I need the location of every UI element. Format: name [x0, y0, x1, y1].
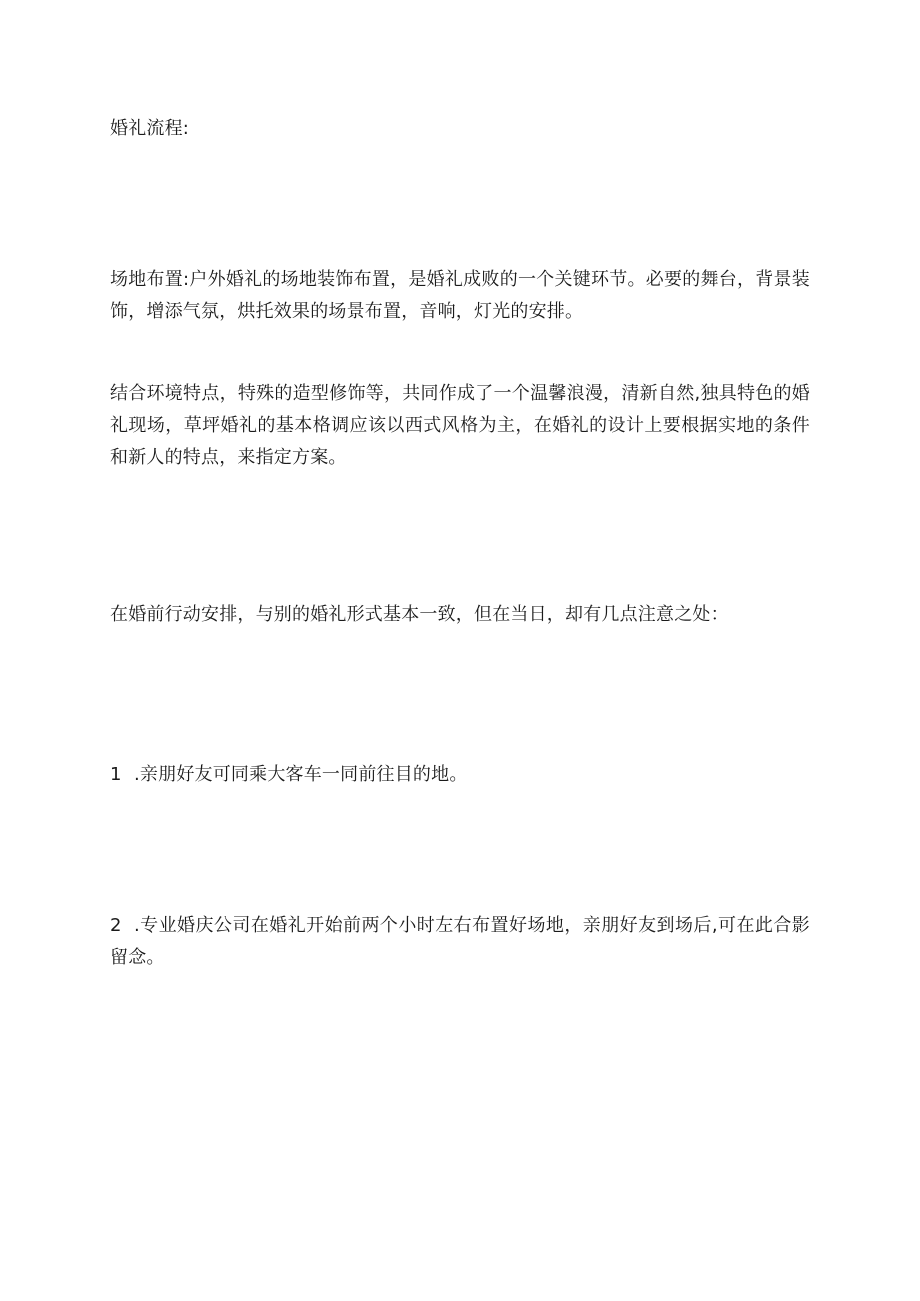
list-item — [110, 759, 810, 791]
list-item-text: .专业婚庆公司在婚礼开始前两个小时左右布置好场地，亲朋好友到场后,可在此合影留念。 — [110, 915, 810, 968]
list-item-number: 2 — [110, 915, 122, 936]
venue-layout-paragraph: 场地布置:户外婚礼的场地装饰布置，是婚礼成败的一个关键环节。必要的舞台，背景装饰，增添气氛，烘托效果的场景布置，音响，灯光的安排。 — [110, 269, 810, 322]
list-item-text: .亲朋好友可同乘大客车一同前往目的地。 — [134, 764, 468, 785]
environment-paragraph: 结合环境特点，特殊的造型修饰等，共同作成了一个温馨浪漫，清新自然,独具特色的婚礼现场，草坪婚礼的基本格调应该以西式风格为主，在婚礼的设计上要根据实地的条件和新人的特点，来指定方案。 — [110, 383, 810, 468]
list-item — [110, 910, 810, 974]
document-title: 婚礼流程: — [110, 118, 190, 139]
pre-wedding-paragraph: 在婚前行动安排，与别的婚礼形式基本一致，但在当日，却有几点注意之处： — [110, 604, 729, 625]
list-item-number: 1 — [110, 764, 122, 785]
